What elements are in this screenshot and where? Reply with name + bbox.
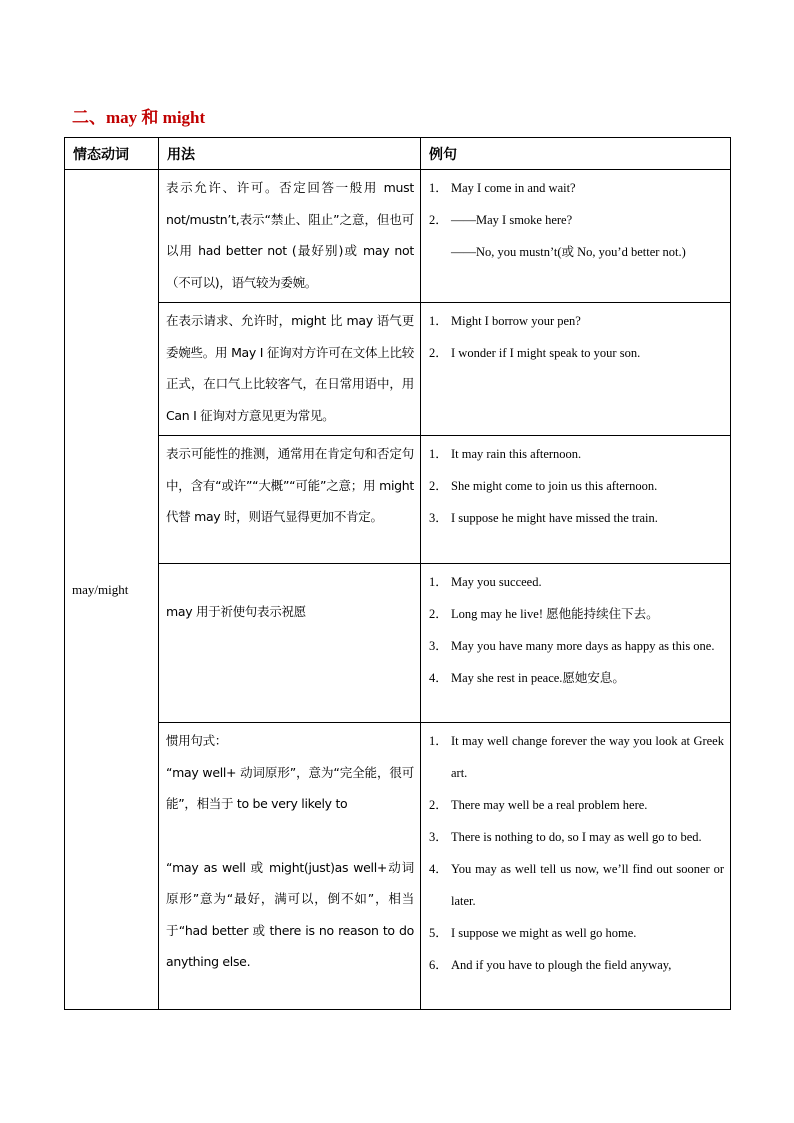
table-row: [65, 436, 731, 564]
usage-text: 表示可能性的推测，通常用在肯定句和否定句中，含有“或许”“大概”“可能”之意；用 might 代替 may 时，则语气显得更加不肯定。: [166, 446, 414, 524]
example-item: [429, 598, 724, 630]
usage-text: 惯用句式：: [166, 733, 228, 748]
example-number: 3．: [429, 511, 448, 525]
example-item: [429, 337, 724, 369]
examples-cell: [421, 564, 731, 723]
example-item: [429, 917, 724, 949]
example-number: 2．: [429, 798, 448, 812]
section-heading: 二、may 和 might: [72, 108, 206, 127]
example-text: I suppose we might as well go home.: [451, 926, 637, 940]
example-text: Might I borrow your pen?: [451, 314, 581, 328]
example-item: [429, 305, 724, 337]
example-number: 3．: [429, 830, 448, 844]
example-text: It may well change forever the way you look at Greek art.: [451, 734, 724, 780]
example-text: Long may he live! 愿他能持续住下去。: [451, 607, 659, 621]
example-number: 5．: [429, 926, 448, 940]
example-text: I suppose he might have missed the train.: [451, 511, 658, 525]
example-item: [429, 853, 724, 917]
example-text: You may as well tell us now, we’ll find out sooner or later.: [451, 862, 724, 908]
example-text: She might come to join us this afternoon.: [451, 479, 658, 493]
example-number: 6．: [429, 958, 448, 972]
usage-cell: [159, 303, 421, 436]
example-number: [429, 236, 451, 268]
usage-cell: [159, 170, 421, 303]
usage-text: “may well+ 动词原形”，意为“完全能，很可能”，相当于 to be very likely to: [166, 764, 414, 811]
examples-cell: [421, 303, 731, 436]
example-item: [429, 725, 724, 789]
example-item: [429, 172, 724, 204]
example-number: 2．: [429, 346, 448, 360]
example-number: 1．: [429, 447, 448, 461]
example-text: There is nothing to do, so I may as well go to bed.: [451, 830, 702, 844]
example-text: ——May I smoke here?: [451, 213, 573, 227]
example-number: 1．: [429, 314, 448, 328]
table-header-row: [65, 138, 731, 170]
example-text: And if you have to plough the field anyway,: [451, 958, 672, 972]
example-item: [429, 821, 724, 853]
example-item: [429, 566, 724, 598]
example-item: [429, 438, 724, 470]
example-text: May you have many more days as happy as this one.: [451, 639, 715, 653]
example-item: [429, 204, 724, 236]
example-text: There may well be a real problem here.: [451, 798, 648, 812]
example-item: [429, 949, 724, 981]
example-number: 2．: [429, 213, 448, 227]
table-row: [65, 303, 731, 436]
examples-cell: [421, 723, 731, 1010]
example-text: I wonder if I might speak to your son.: [451, 346, 641, 360]
example-text: ——No, you mustn’t(或 No, you’d better not.): [451, 245, 686, 259]
example-number: 1．: [429, 575, 448, 589]
usage-text: 表示允许、许可。否定回答一般用 must not/mustn’t,表示“禁止、阻止”之意，但也可以用 had better not (最好别)或 may not（不可以)，语气较为委婉。: [166, 180, 414, 290]
usage-spacer: [166, 820, 414, 852]
examples-cell: [421, 170, 731, 303]
usage-text: 在表示请求、允许时，might 比 may 语气更委婉些。用 May I 征询对方许可在文体上比较正式，在口气上比较客气，在日常用语中，用 Can I 征询对方意见更为常见。: [166, 313, 414, 423]
example-text: May you succeed.: [451, 575, 542, 589]
example-item: [429, 789, 724, 821]
table-row: [65, 723, 731, 1010]
example-number: 4．: [429, 862, 448, 876]
example-item: [429, 662, 724, 694]
example-number: 2．: [429, 607, 448, 621]
examples-cell: [421, 436, 731, 564]
usage-cell: [159, 564, 421, 723]
table-row: [65, 564, 731, 723]
example-number: 1．: [429, 181, 448, 195]
example-item: [429, 470, 724, 502]
header-modal-verb: 情态动词: [65, 138, 159, 170]
example-text: It may rain this afternoon.: [451, 447, 582, 461]
table-row: [65, 170, 731, 303]
example-item: [429, 236, 724, 268]
example-number: 4．: [429, 671, 448, 685]
usage-cell: [159, 723, 421, 1010]
example-number: 3．: [429, 639, 448, 653]
modal-verb-table: [64, 137, 731, 1010]
example-text: May I come in and wait?: [451, 181, 576, 195]
example-text: May she rest in peace.愿她安息。: [451, 671, 625, 685]
example-number: 1．: [429, 734, 448, 748]
header-examples: 例句: [421, 138, 731, 170]
usage-text: may 用于祈使句表示祝愿: [166, 604, 306, 619]
usage-cell: [159, 436, 421, 564]
example-item: [429, 502, 724, 534]
example-number: 2．: [429, 479, 448, 493]
example-item: [429, 630, 724, 662]
modal-verb-cell: may/might: [65, 170, 159, 1010]
usage-text: “may as well 或 might(just)as well+动词原形”意为“最好，满可以，倒不如”，相当于“had better 或 there is no reason to do anything else.: [166, 859, 414, 969]
header-usage: 用法: [159, 138, 421, 170]
